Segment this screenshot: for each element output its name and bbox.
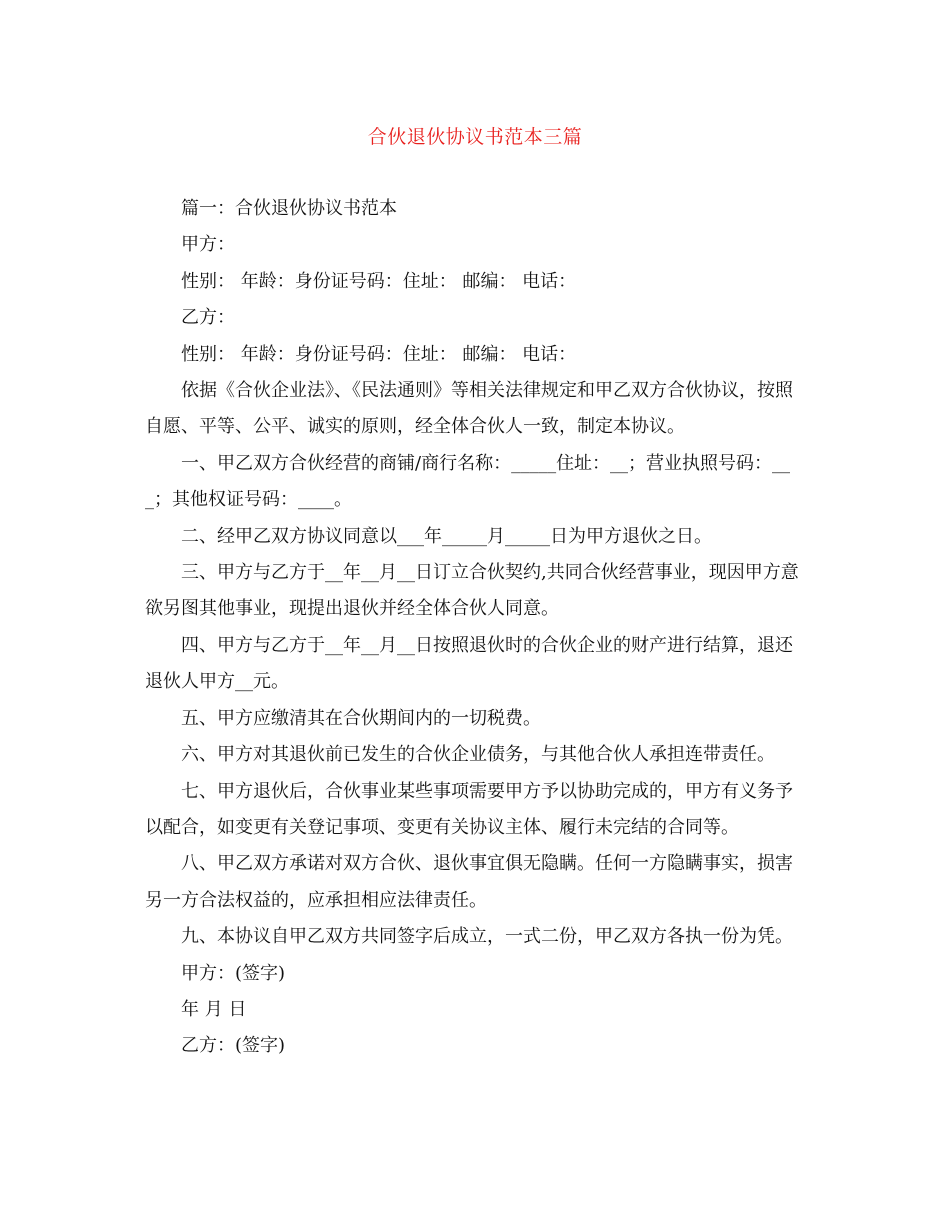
clause-4: 四、甲方与乙方于__年__月__日按照退伙时的合伙企业的财产进行结算，退还退伙人甲方__元。 bbox=[145, 634, 793, 693]
clause-2: 二、经甲乙双方协议同意以___年_____月_____日为甲方退伙之日。 bbox=[181, 525, 712, 547]
clause-8: 八、甲乙双方承诺对双方合伙、退伙事宜俱无隐瞒。任何一方隐瞒事实，损害另一方合法权益的，应承担相应法律责任。 bbox=[145, 853, 793, 911]
signature-date: 年 月 日 bbox=[181, 998, 247, 1020]
preamble-paragraph: 依据《合伙企业法》、《民法通则》等相关法律规定和甲乙双方合伙协议，按照自愿、平等、公平、诚实的原则，经全体合伙人一致，制定本协议。 bbox=[145, 380, 793, 438]
party-b-label: 乙方： bbox=[181, 307, 235, 329]
clause-3: 三、甲方与乙方于__年__月__日订立合伙契约,共同合伙经营事业，现因甲方意欲另图其他事业，现提出退伙并经全体合伙人同意。 bbox=[145, 562, 799, 620]
party-a-label: 甲方： bbox=[181, 234, 235, 256]
section-heading: 篇一：合伙退伙协议书范本 bbox=[181, 198, 397, 219]
clause-5: 五、甲方应缴清其在合伙期间内的一切税费。 bbox=[181, 707, 541, 729]
party-b-signature: 乙方：(签字) bbox=[181, 1035, 286, 1057]
document-title: 合伙退伙协议书范本三篇 bbox=[367, 126, 583, 148]
clause-9: 九、本协议自甲乙双方共同签字后成立，一式二份，甲乙双方各执一份为凭。 bbox=[181, 926, 793, 948]
party-a-signature: 甲方：(签字) bbox=[181, 962, 286, 984]
clause-1: 一、甲乙双方合伙经营的商铺/商行名称：_____住址：__；营业执照号码：___；其他权证号码：____。 bbox=[145, 452, 791, 511]
party-b-info-line: 性别： 年龄：身份证号码：住址： 邮编： 电话： bbox=[181, 343, 577, 365]
document-body bbox=[145, 191, 810, 1065]
clause-6: 六、甲方对其退伙前已发生的合伙企业债务，与其他合伙人承担连带责任。 bbox=[181, 744, 775, 766]
clause-7: 七、甲方退伙后，合伙事业某些事项需要甲方予以协助完成的，甲方有义务予以配合，如变更有关登记事项、变更有关协议主体、履行未完结的合同等。 bbox=[145, 780, 793, 838]
party-a-info-line: 性别： 年龄：身份证号码：住址： 邮编： 电话： bbox=[181, 270, 577, 292]
